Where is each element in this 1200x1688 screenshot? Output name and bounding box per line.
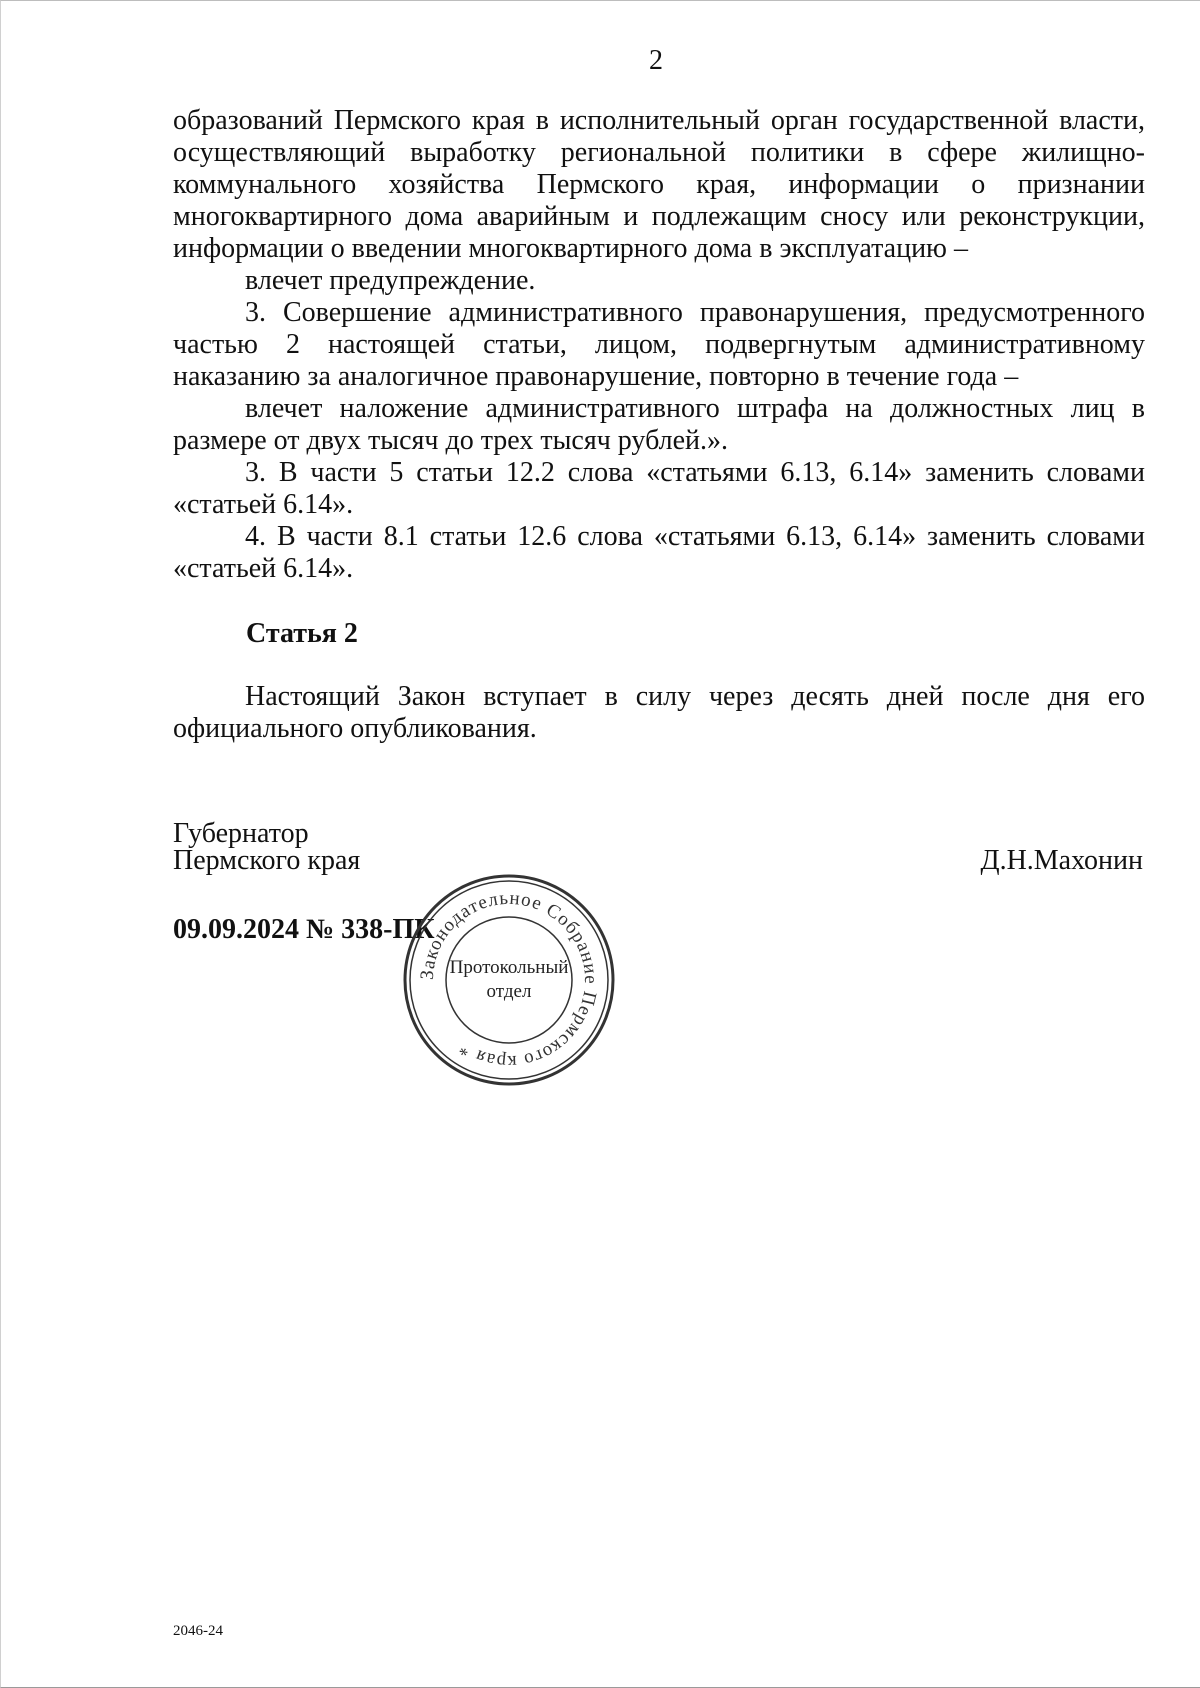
paragraph: влечет предупреждение.	[245, 265, 536, 296]
paragraph: 4. В части 8.1 статьи 12.6 слова «статьями 6.13, 6.14» заменить словами «статьей 6.14».	[173, 521, 1145, 584]
signatory-title	[173, 820, 360, 874]
paragraph: Настоящий Закон вступает в силу через десять дней после дня его официального опубликования.	[173, 681, 1145, 744]
law-body-text	[173, 105, 1145, 585]
paragraph: 3. В части 5 статьи 12.2 слова «статьями 6.13, 6.14» заменить словами «статьей 6.14».	[173, 457, 1145, 520]
paragraph: образований Пермского края в исполнительный орган государственной власти, осуществляющий выработку региональной политики в сфере жилищно-коммунального хозяйства Пермского края, информации о признании многоквартирного дома аварийным и подлежащим сносу или реконструкции, информации о введении многоквартирного дома в эксплуатацию –	[173, 105, 1145, 264]
stamp-center-text	[398, 869, 620, 1091]
stamp-center-line: отдел	[486, 981, 532, 1002]
page-number: 2	[649, 45, 663, 76]
stamp-center-line: Протокольный	[449, 957, 569, 978]
signatory-title-line: Пермского края	[173, 845, 361, 876]
signatory-name: Д.Н.Махонин	[980, 845, 1143, 876]
article-heading: Статья 2	[246, 618, 358, 649]
paragraph: влечет наложение административного штрафа на должностных лиц в размере от двух тысяч до трех тысяч рублей.».	[173, 393, 1145, 456]
law-date-number: 09.09.2024 № 338-ПК	[173, 914, 435, 945]
signatory-title-line: Губернатор	[173, 818, 309, 849]
paragraph: 3. Совершение административного правонарушения, предусмотренного частью 2 настоящей статьи, лицом, подвергнутым административному наказанию за аналогичное правонарушение, повторно в течение года –	[173, 297, 1145, 392]
document-code: 2046-24	[173, 1623, 223, 1639]
stamp-ring-text: Законодательное Собрание Пермского края *	[416, 887, 602, 1073]
article-body	[173, 681, 1145, 745]
official-stamp	[398, 869, 620, 1091]
